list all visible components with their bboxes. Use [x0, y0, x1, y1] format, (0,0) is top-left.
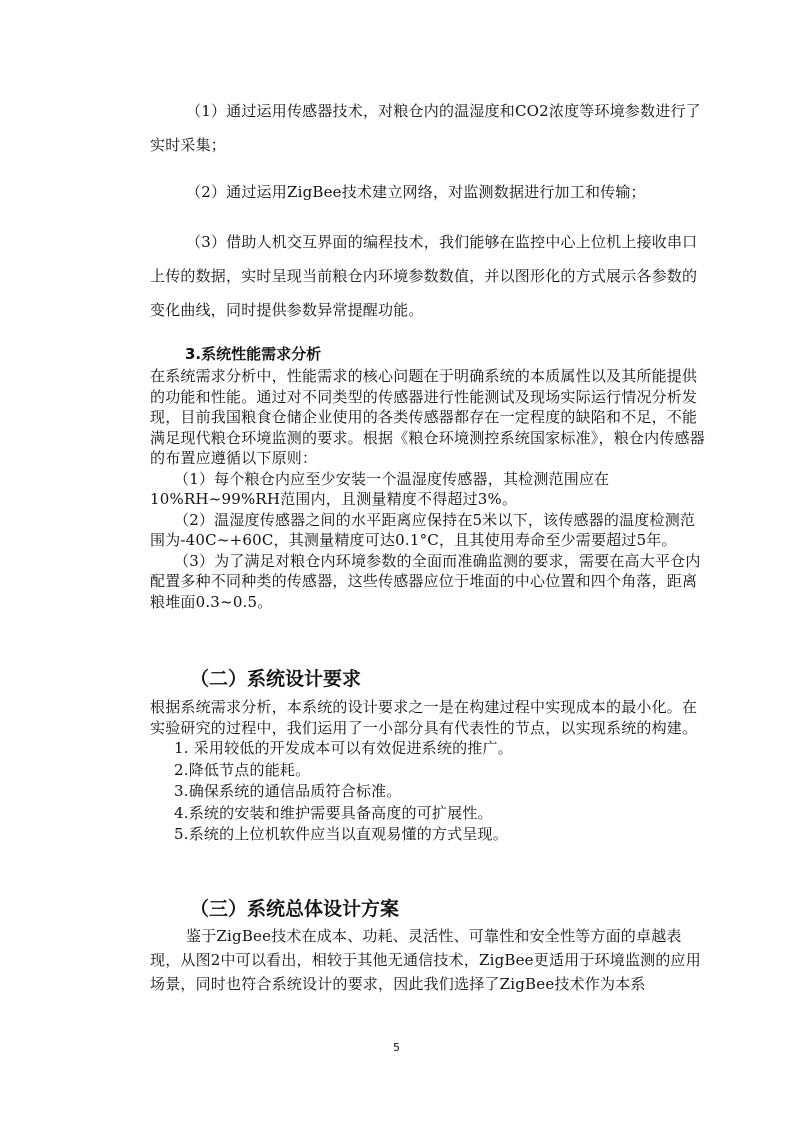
requirement-item-3: 3.确保系统的通信品质符合标准。 [174, 782, 402, 800]
intro-item-2-text: （2）通过运用ZigBee技术建立网络，对监测数据进行加工和传输； [186, 183, 646, 201]
intro-item-1 [150, 94, 710, 162]
principle-1: （1）每个粮仓内应至少安装一个温湿度传感器，其检测范围应在10%RH~99%RH范围内，且测量精度不得超过3%。 [150, 469, 610, 508]
overall-design-heading: （三）系统总体设计方案 [190, 898, 400, 920]
overall-design-section [150, 924, 710, 996]
design-requirements-paragraph: 根据系统需求分析，本系统的设计要求之一是在构建过程中实现成本的最小化。在实验研究的过程中，我们运用了一小部分具有代表性的节点，以实现系统的构建。 [150, 698, 698, 737]
design-requirements-heading: （二）系统设计要求 [190, 668, 362, 690]
intro-item-1-text: （1）通过运用传感器技术，对粮仓内的温湿度和CO2浓度等环境参数进行了实时采集； [150, 102, 701, 154]
principle-2: （2）温湿度传感器之间的水平距离应保持在5米以下，该传感器的温度检测范围为-40C~+60C，其测量精度可达0.1°C，且其使用寿命至少需要超过5年。 [150, 510, 696, 549]
requirement-item-5: 5.系统的上位机软件应当以直观易懂的方式呈现。 [174, 825, 508, 843]
performance-section [150, 366, 710, 612]
design-requirements-section [150, 697, 710, 846]
performance-heading: 3.系统性能需求分析 [185, 345, 322, 363]
intro-item-3-text: （3）借助人机交互界面的编程技术，我们能够在监控中心上位机上接收串口上传的数据，实时呈现当前粮仓内环境参数数值，并以图形化的方式展示各参数的变化曲线，同时提供参数异常提醒功能。 [150, 233, 698, 319]
intro-item-3 [150, 225, 710, 327]
performance-paragraph: 在系统需求分析中，性能需求的核心问题在于明确系统的本质属性以及其所能提供的功能和性能。通过对不同类型的传感器进行性能测试及现场实际运行情况分析发现，目前我国粮食仓储企业使用的各类传感器都存在一定程度的缺陷和不足，不能满足现代粮仓环境监测的要求。根据《粮仓环境测控系统国家标准》，粮仓内传感器的布置应遵循以下原则： [150, 367, 705, 467]
intro-item-2 [150, 175, 710, 209]
principle-3: （3）为了满足对粮仓内环境参数的全面而准确监测的要求，需要在高大平仓内配置多种不同种类的传感器，这些传感器应位于堆面的中心位置和四个角落，距离粮堆面0.3~0.5。 [150, 551, 701, 611]
requirement-item-1: 1. 采用较低的开发成本可以有效促进系统的推广。 [174, 739, 513, 757]
requirement-item-2: 2.降低节点的能耗。 [174, 760, 311, 779]
overall-design-paragraph: 鉴于ZigBee技术在成本、功耗、灵活性、可靠性和安全性等方面的卓越表现，从图2中可以看出，相较于其他无通信技术，ZigBee更适用于环境监测的应用场景，同时也符合系统设计的要求，因此我们选择了ZigBee技术作为本系 [150, 927, 701, 993]
page-number: 5 [393, 1041, 400, 1054]
requirement-item-4: 4.系统的安装和维护需要具备高度的可扩展性。 [174, 803, 493, 822]
